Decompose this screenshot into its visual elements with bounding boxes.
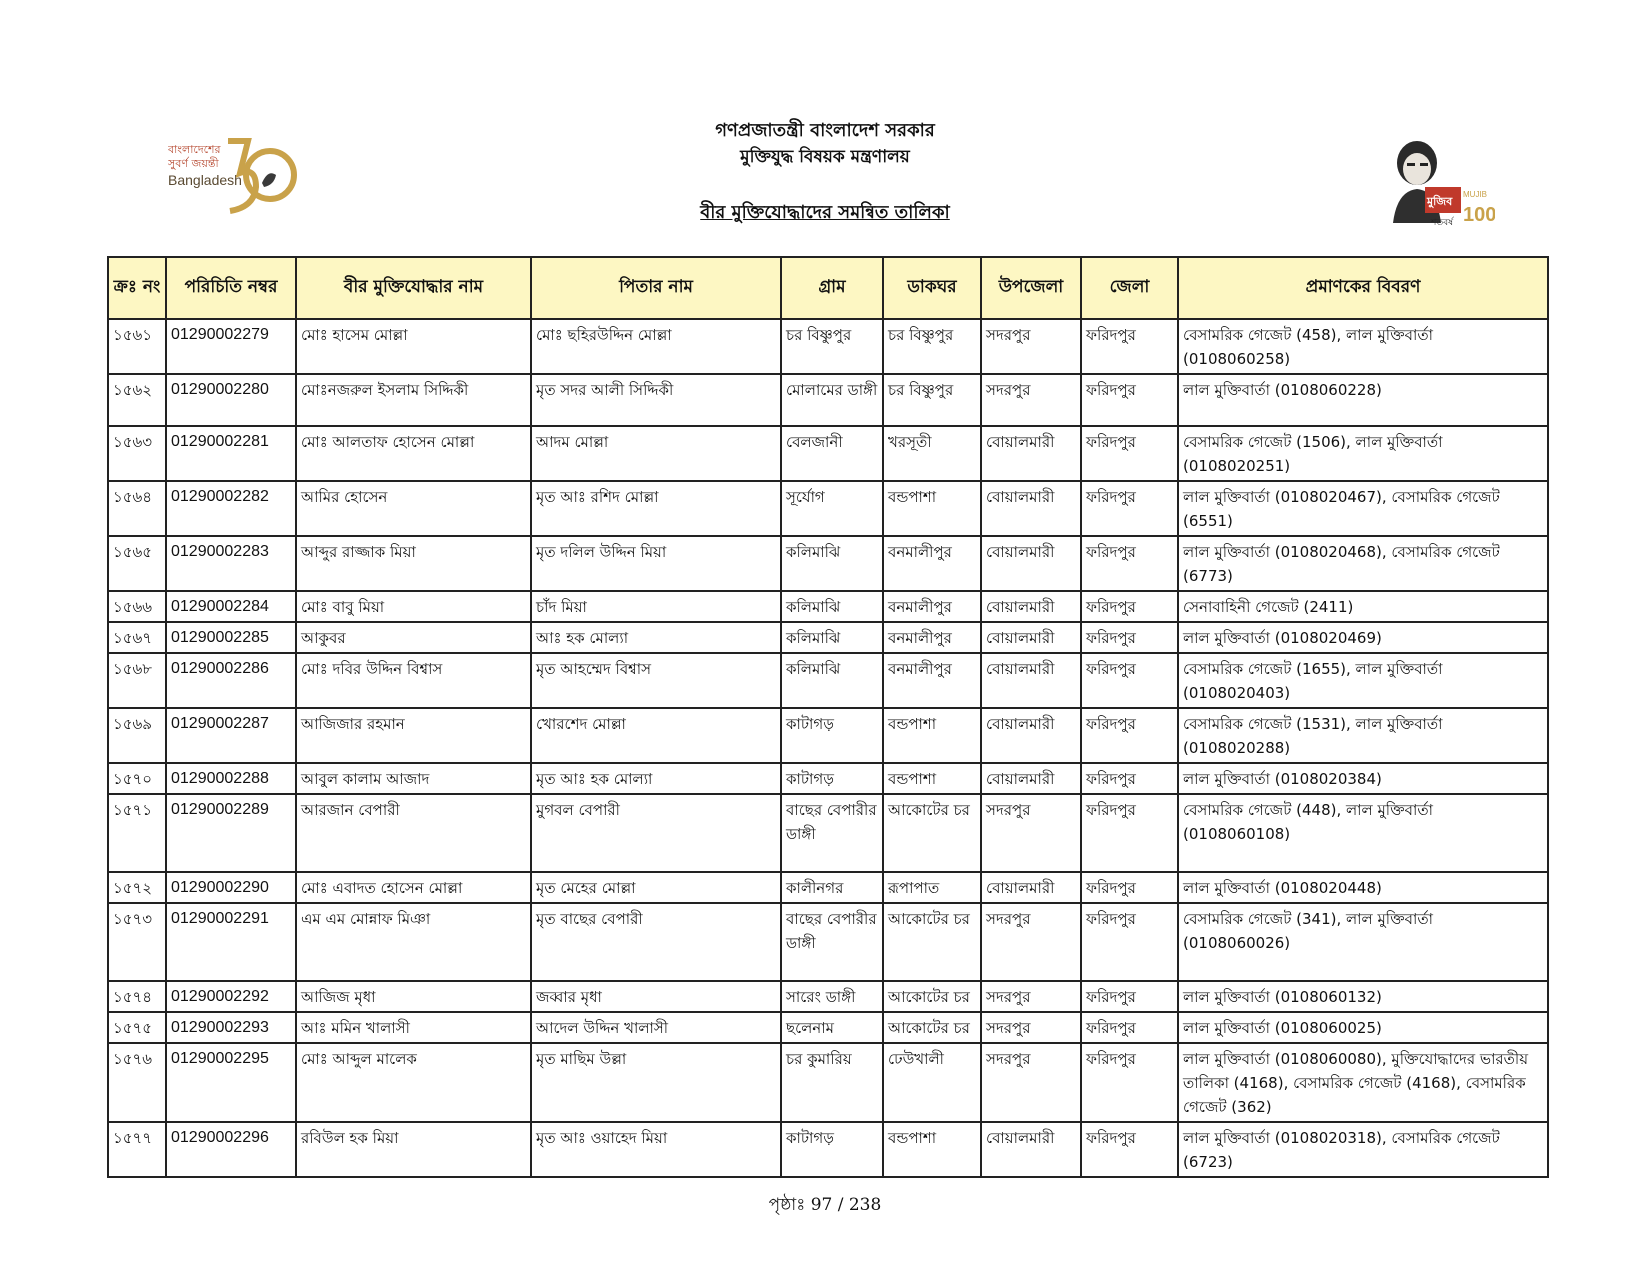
cell-district: ফরিদপুর	[1081, 903, 1178, 981]
cell-postoffice: বন্ডপাশা	[883, 481, 981, 536]
cell-district: ফরিদপুর	[1081, 981, 1178, 1012]
cell-father: মৃত দলিল উদ্দিন মিয়া	[531, 536, 781, 591]
cell-id: 01290002281	[166, 426, 296, 481]
cell-postoffice: বন্ডপাশা	[883, 1122, 981, 1177]
cell-serial: ১৫৬৭	[108, 622, 166, 653]
cell-upazila: বোয়ালমারী	[981, 763, 1081, 794]
table-row	[108, 981, 1548, 1012]
cell-postoffice: আকোটের চর	[883, 794, 981, 872]
ministry-title: মুক্তিযুদ্ধ বিষয়ক মন্ত্রণালয়	[740, 147, 910, 167]
cell-id: 01290002280	[166, 374, 296, 426]
cell-postoffice: বনমালীপুর	[883, 591, 981, 622]
cell-proof: লাল মুক্তিবার্তা (0108060080), মুক্তিযোদ্ধাদের ভারতীয় তালিকা (4168), বেসামরিক গেজেট (4168), বেসামরিক গেজেট (362)	[1178, 1043, 1548, 1122]
cell-id: 01290002283	[166, 536, 296, 591]
list-title-text: বীর মুক্তিযোদ্ধাদের সমন্বিত তালিকা	[700, 202, 950, 223]
cell-district: ফরিদপুর	[1081, 794, 1178, 872]
cell-postoffice: ঢেউখালী	[883, 1043, 981, 1122]
cell-proof: লাল মুক্তিবার্তা (0108060228)	[1178, 374, 1548, 426]
cell-id: 01290002290	[166, 872, 296, 903]
cell-name: আজিজার রহমান	[296, 708, 531, 763]
cell-upazila: বোয়ালমারী	[981, 591, 1081, 622]
cell-village: কলিমাঝি	[781, 591, 883, 622]
cell-id: 01290002293	[166, 1012, 296, 1043]
cell-district: ফরিদপুর	[1081, 481, 1178, 536]
cell-id: 01290002282	[166, 481, 296, 536]
cell-proof: বেসামরিক গেজেট (1655), লাল মুক্তিবার্তা (0108020403)	[1178, 653, 1548, 708]
cell-serial: ১৫৬৮	[108, 653, 166, 708]
table-row	[108, 1122, 1548, 1177]
cell-id: 01290002279	[166, 319, 296, 374]
table-row	[108, 1043, 1548, 1122]
cell-serial: ১৫৬৩	[108, 426, 166, 481]
cell-serial: ১৫৬১	[108, 319, 166, 374]
cell-name: রবিউল হক মিয়া	[296, 1122, 531, 1177]
cell-name: এম এম মোন্নাফ মিঞা	[296, 903, 531, 981]
cell-serial: ১৫৭৫	[108, 1012, 166, 1043]
cell-proof: লাল মুক্তিবার্তা (0108020448)	[1178, 872, 1548, 903]
table-row	[108, 481, 1548, 536]
cell-father: মুগবল বেপারী	[531, 794, 781, 872]
table-row	[108, 708, 1548, 763]
cell-name: মোঃ দবির উদ্দিন বিশ্বাস	[296, 653, 531, 708]
cell-village: ছলেনাম	[781, 1012, 883, 1043]
government-title: গণপ্রজাতন্ত্রী বাংলাদেশ সরকার	[715, 120, 935, 141]
cell-district: ফরিদপুর	[1081, 763, 1178, 794]
table-header-row	[108, 257, 1548, 319]
cell-district: ফরিদপুর	[1081, 653, 1178, 708]
cell-proof: লাল মুক্তিবার্তা (0108020468), বেসামরিক গেজেট (6773)	[1178, 536, 1548, 591]
cell-id: 01290002288	[166, 763, 296, 794]
cell-proof: বেসামরিক গেজেট (341), লাল মুক্তিবার্তা (0108060026)	[1178, 903, 1548, 981]
cell-serial: ১৫৭২	[108, 872, 166, 903]
col-serial-header: ক্রঃ নং	[108, 257, 166, 319]
cell-proof: বেসামরিক গেজেট (458), লাল মুক্তিবার্তা (0108060258)	[1178, 319, 1548, 374]
table-row	[108, 1012, 1548, 1043]
cell-upazila: বোয়ালমারী	[981, 481, 1081, 536]
col-district-header: জেলা	[1081, 257, 1178, 319]
cell-village: কাটাগড়	[781, 708, 883, 763]
cell-id: 01290002285	[166, 622, 296, 653]
cell-upazila: সদরপুর	[981, 1012, 1081, 1043]
table-row	[108, 319, 1548, 374]
cell-district: ফরিদপুর	[1081, 1043, 1178, 1122]
cell-id: 01290002296	[166, 1122, 296, 1177]
cell-serial: ১৫৭৪	[108, 981, 166, 1012]
cell-upazila: সদরপুর	[981, 319, 1081, 374]
logo-right-text-1: মুজিব	[1427, 195, 1453, 208]
cell-father: মোঃ ছহিরউদ্দিন মোল্লা	[531, 319, 781, 374]
table-row	[108, 653, 1548, 708]
cell-village: সূর্যোগ	[781, 481, 883, 536]
cell-father: মৃত সদর আলী সিদ্দিকী	[531, 374, 781, 426]
cell-village: বাছের বেপারীর ডাঙ্গী	[781, 903, 883, 981]
cell-village: চর বিষ্ণুপুর	[781, 319, 883, 374]
logo-right-text-2: শতবর্ষ	[1431, 218, 1454, 228]
cell-proof: বেসামরিক গেজেট (1506), লাল মুক্তিবার্তা (0108020251)	[1178, 426, 1548, 481]
page-label: পৃষ্ঠাঃ	[768, 1195, 806, 1215]
cell-village: সারেং ডাঙ্গী	[781, 981, 883, 1012]
cell-id: 01290002291	[166, 903, 296, 981]
cell-postoffice: বনমালীপুর	[883, 622, 981, 653]
cell-district: ফরিদপুর	[1081, 1122, 1178, 1177]
cell-district: ফরিদপুর	[1081, 1012, 1178, 1043]
cell-name: আরজান বেপারী	[296, 794, 531, 872]
list-title	[0, 198, 1650, 229]
table-row	[108, 622, 1548, 653]
cell-upazila: সদরপুর	[981, 903, 1081, 981]
col-name-header: বীর মুক্তিযোদ্ধার নাম	[296, 257, 531, 319]
cell-postoffice: বন্ডপাশা	[883, 763, 981, 794]
cell-father: মৃত আহম্মেদ বিশ্বাস	[531, 653, 781, 708]
page-number: 97 / 238	[810, 1195, 882, 1215]
cell-upazila: বোয়ালমারী	[981, 426, 1081, 481]
cell-name: মোঃ আলতাফ হোসেন মোল্লা	[296, 426, 531, 481]
cell-father: জব্বার মৃধা	[531, 981, 781, 1012]
cell-village: কাটাগড়	[781, 1122, 883, 1177]
cell-village: মোলামের ডাঙ্গী	[781, 374, 883, 426]
freedom-fighters-table	[107, 256, 1549, 1178]
cell-village: কালীনগর	[781, 872, 883, 903]
cell-proof: লাল মুক্তিবার্তা (0108060025)	[1178, 1012, 1548, 1043]
logo-right-text-3: MUJIB	[1463, 190, 1487, 199]
cell-father: মৃত আঃ ওয়াহেদ মিয়া	[531, 1122, 781, 1177]
cell-upazila: সদরপুর	[981, 1043, 1081, 1122]
cell-name: মোঃ বাবু মিয়া	[296, 591, 531, 622]
cell-name: মোঃনজরুল ইসলাম সিদ্দিকী	[296, 374, 531, 426]
cell-village: চর কুমারিয়	[781, 1043, 883, 1122]
cell-id: 01290002295	[166, 1043, 296, 1122]
cell-postoffice: আকোটের চর	[883, 903, 981, 981]
cell-serial: ১৫৬২	[108, 374, 166, 426]
cell-postoffice: রূপাপাত	[883, 872, 981, 903]
cell-village: কাটাগড়	[781, 763, 883, 794]
cell-district: ফরিদপুর	[1081, 426, 1178, 481]
cell-proof: লাল মুক্তিবার্তা (0108020469)	[1178, 622, 1548, 653]
cell-postoffice: খরসূতী	[883, 426, 981, 481]
cell-serial: ১৫৭৩	[108, 903, 166, 981]
cell-postoffice: বনমালীপুর	[883, 536, 981, 591]
cell-name: মোঃ হাসেম মোল্লা	[296, 319, 531, 374]
cell-serial: ১৫৬৫	[108, 536, 166, 591]
cell-serial: ১৫৭১	[108, 794, 166, 872]
cell-serial: ১৫৭৭	[108, 1122, 166, 1177]
cell-serial: ১৫৬৪	[108, 481, 166, 536]
cell-name: মোঃ এবাদত হোসেন মোল্লা	[296, 872, 531, 903]
cell-postoffice: বন্ডপাশা	[883, 708, 981, 763]
table-row	[108, 903, 1548, 981]
cell-upazila: বোয়ালমারী	[981, 536, 1081, 591]
table-row	[108, 763, 1548, 794]
cell-father: মৃত আঃ রশিদ মোল্লা	[531, 481, 781, 536]
cell-proof: বেসামরিক গেজেট (1531), লাল মুক্তিবার্তা (0108020288)	[1178, 708, 1548, 763]
cell-name: মোঃ আব্দুল মালেক	[296, 1043, 531, 1122]
cell-father: আদম মোল্লা	[531, 426, 781, 481]
logo-left-text-3: Bangladesh	[168, 172, 242, 188]
col-postoffice-header: ডাকঘর	[883, 257, 981, 319]
table-row	[108, 374, 1548, 426]
cell-village: বেলজানী	[781, 426, 883, 481]
cell-father: মৃত মেহের মোল্লা	[531, 872, 781, 903]
cell-upazila: সদরপুর	[981, 981, 1081, 1012]
cell-postoffice: আকোটের চর	[883, 1012, 981, 1043]
col-father-header: পিতার নাম	[531, 257, 781, 319]
cell-village: কলিমাঝি	[781, 536, 883, 591]
cell-father: মৃত মাছিম উল্লা	[531, 1043, 781, 1122]
cell-id: 01290002289	[166, 794, 296, 872]
table-row	[108, 426, 1548, 481]
cell-upazila: সদরপুর	[981, 794, 1081, 872]
cell-father: মৃত আঃ হক মোল্যা	[531, 763, 781, 794]
table-row	[108, 591, 1548, 622]
cell-name: আব্দুর রাজ্জাক মিয়া	[296, 536, 531, 591]
col-id-header: পরিচিতি নম্বর	[166, 257, 296, 319]
table-row	[108, 794, 1548, 872]
cell-name: আকুবর	[296, 622, 531, 653]
table-row	[108, 536, 1548, 591]
cell-serial: ১৫৭০	[108, 763, 166, 794]
cell-village: কলিমাঝি	[781, 622, 883, 653]
cell-district: ফরিদপুর	[1081, 622, 1178, 653]
cell-upazila: সদরপুর	[981, 374, 1081, 426]
cell-upazila: বোয়ালমারী	[981, 622, 1081, 653]
logo-left-text-2: সুবর্ণ জয়ন্তী	[168, 157, 219, 170]
cell-id: 01290002292	[166, 981, 296, 1012]
page-footer	[0, 1192, 1650, 1220]
cell-postoffice: আকোটের চর	[883, 981, 981, 1012]
cell-upazila: বোয়ালমারী	[981, 1122, 1081, 1177]
cell-proof: বেসামরিক গেজেট (448), লাল মুক্তিবার্তা (0108060108)	[1178, 794, 1548, 872]
cell-upazila: বোয়ালমারী	[981, 653, 1081, 708]
cell-postoffice: চর বিষ্ণুপুর	[883, 374, 981, 426]
cell-name: আঃ মমিন খালাসী	[296, 1012, 531, 1043]
cell-district: ফরিদপুর	[1081, 591, 1178, 622]
cell-father: চাঁদ মিয়া	[531, 591, 781, 622]
cell-postoffice: চর বিষ্ণুপুর	[883, 319, 981, 374]
cell-district: ফরিদপুর	[1081, 708, 1178, 763]
cell-proof: লাল মুক্তিবার্তা (0108020318), বেসামরিক গেজেট (6723)	[1178, 1122, 1548, 1177]
cell-district: ফরিদপুর	[1081, 374, 1178, 426]
cell-id: 01290002286	[166, 653, 296, 708]
cell-id: 01290002284	[166, 591, 296, 622]
cell-serial: ১৫৬৯	[108, 708, 166, 763]
cell-serial: ১৫৬৬	[108, 591, 166, 622]
cell-proof: লাল মুক্তিবার্তা (0108020384)	[1178, 763, 1548, 794]
cell-district: ফরিদপুর	[1081, 872, 1178, 903]
cell-id: 01290002287	[166, 708, 296, 763]
cell-father: মৃত বাছের বেপারী	[531, 903, 781, 981]
col-proof-header: প্রমাণকের বিবরণ	[1178, 257, 1548, 319]
cell-name: আজিজ মৃধা	[296, 981, 531, 1012]
cell-proof: লাল মুক্তিবার্তা (0108020467), বেসামরিক গেজেট (6551)	[1178, 481, 1548, 536]
cell-father: খোরশেদ মোল্লা	[531, 708, 781, 763]
table-row	[108, 872, 1548, 903]
cell-serial: ১৫৭৬	[108, 1043, 166, 1122]
cell-name: আমির হোসেন	[296, 481, 531, 536]
cell-upazila: বোয়ালমারী	[981, 708, 1081, 763]
col-village-header: গ্রাম	[781, 257, 883, 319]
logo-right-number: 100	[1463, 204, 1495, 226]
cell-proof: লাল মুক্তিবার্তা (0108060132)	[1178, 981, 1548, 1012]
cell-father: আদেল উদ্দিন খালাসী	[531, 1012, 781, 1043]
cell-district: ফরিদপুর	[1081, 319, 1178, 374]
cell-district: ফরিদপুর	[1081, 536, 1178, 591]
logo-left-text-1: বাংলাদেশের	[168, 143, 221, 156]
cell-village: কলিমাঝি	[781, 653, 883, 708]
cell-father: আঃ হক মোল্যা	[531, 622, 781, 653]
cell-village: বাছের বেপারীর ডাঙ্গী	[781, 794, 883, 872]
cell-name: আবুল কালাম আজাদ	[296, 763, 531, 794]
cell-upazila: বোয়ালমারী	[981, 872, 1081, 903]
cell-postoffice: বনমালীপুর	[883, 653, 981, 708]
col-upazila-header: উপজেলা	[981, 257, 1081, 319]
cell-proof: সেনাবাহিনী গেজেট (2411)	[1178, 591, 1548, 622]
